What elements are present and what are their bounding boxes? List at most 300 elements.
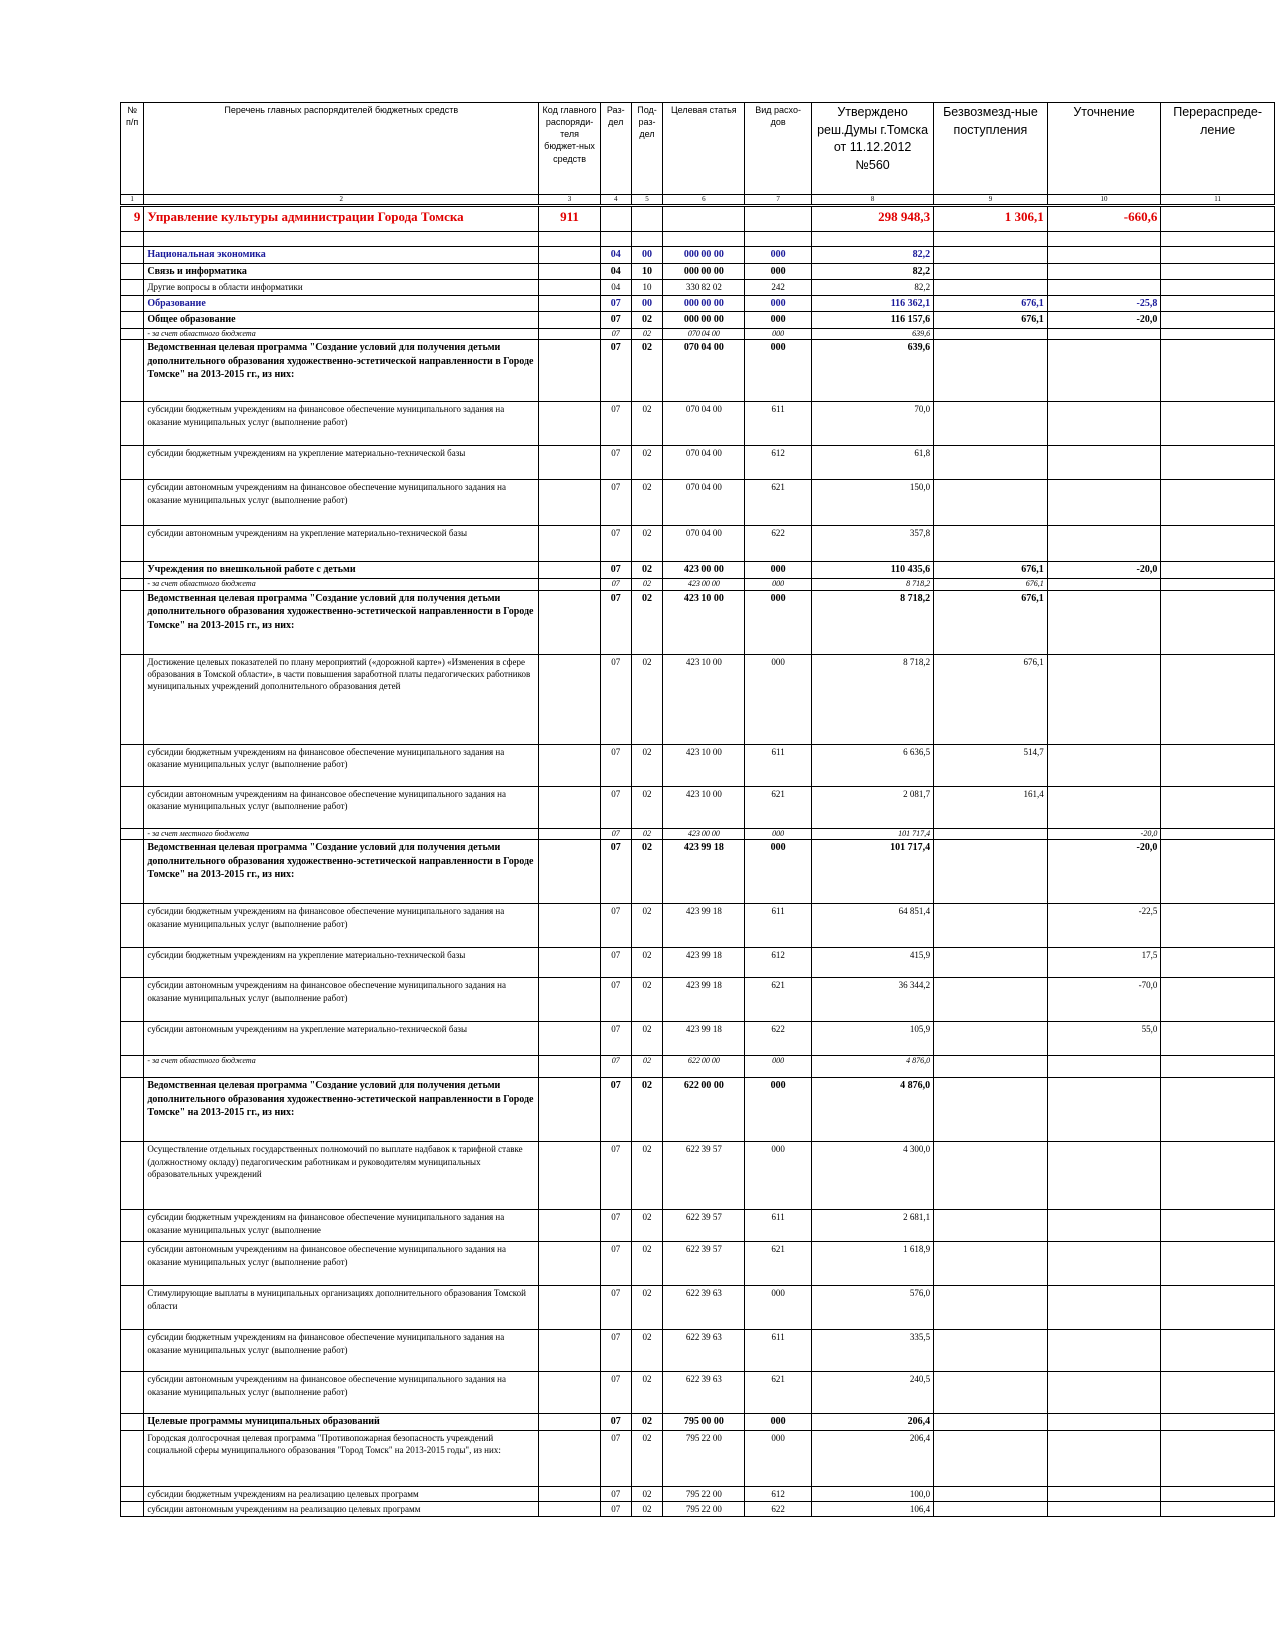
row-razdel: 07 [600, 828, 631, 840]
row-redistribution [1161, 840, 1275, 904]
row-podrazdel: 10 [631, 263, 663, 280]
row-name: Ведомственная целевая программа "Создание условий для получения детьми дополнительного образования художественно-эстетической направленности в Городе Томске" на 2013-2015 гг., из них: [144, 1078, 539, 1142]
table-row [121, 1330, 1275, 1372]
row-expense-type: 621 [745, 786, 812, 828]
row-podrazdel: 02 [631, 654, 663, 744]
budget-table-sheet [120, 102, 1275, 1517]
row-approved: 206,4 [812, 1414, 934, 1431]
row-expense-type: 000 [745, 312, 812, 329]
row-redistribution [1161, 744, 1275, 786]
row-num [121, 948, 144, 978]
row-approved: 335,5 [812, 1330, 934, 1372]
row-name: субсидии бюджетным учреждениям на финансовое обеспечение муниципального задания на оказание муниципальных услуг (выполнение работ) [144, 744, 539, 786]
row-name: - за счет местного бюджета [144, 828, 539, 840]
row-name: Учреждения по внешкольной работе с детьми [144, 562, 539, 579]
row-approved: 101 717,4 [812, 840, 934, 904]
row-expense-type: 612 [745, 446, 812, 480]
row-target: 423 10 00 [663, 786, 745, 828]
row-approved: 357,8 [812, 526, 934, 562]
org-row [121, 206, 1275, 232]
row-redistribution [1161, 1210, 1275, 1242]
row-name: - за счет областного бюджета [144, 578, 539, 590]
row-clarification: -20,0 [1047, 840, 1161, 904]
table-row [121, 312, 1275, 329]
row-target: 622 00 00 [663, 1078, 745, 1142]
row-target: 423 00 00 [663, 562, 745, 579]
table-row [121, 786, 1275, 828]
header-clarification: Уточнение [1047, 103, 1161, 195]
row-free-receipts [934, 480, 1048, 526]
row-expense-type: 612 [745, 948, 812, 978]
row-redistribution [1161, 1286, 1275, 1330]
row-free-receipts [934, 828, 1048, 840]
row-podrazdel: 02 [631, 1430, 663, 1486]
row-free-receipts [934, 1372, 1048, 1414]
row-name: - за счет областного бюджета [144, 1056, 539, 1078]
row-razdel: 07 [600, 590, 631, 654]
row-code [539, 1286, 601, 1330]
table-row [121, 446, 1275, 480]
row-target: 795 00 00 [663, 1414, 745, 1431]
row-podrazdel: 02 [631, 480, 663, 526]
row-razdel: 07 [600, 340, 631, 402]
row-target: 070 04 00 [663, 402, 745, 446]
table-header-row [121, 103, 1275, 195]
row-expense-type: 621 [745, 978, 812, 1022]
row-clarification: -20,0 [1047, 562, 1161, 579]
row-clarification [1047, 1502, 1161, 1517]
col-number: 2 [144, 195, 539, 206]
row-expense-type: 000 [745, 340, 812, 402]
table-row [121, 247, 1275, 264]
row-clarification [1047, 340, 1161, 402]
col-number: 7 [745, 195, 812, 206]
row-expense-type: 611 [745, 1210, 812, 1242]
table-row [121, 1372, 1275, 1414]
row-code [539, 280, 601, 295]
row-free-receipts [934, 446, 1048, 480]
row-clarification [1047, 786, 1161, 828]
row-approved: 8 718,2 [812, 654, 934, 744]
row-expense-type: 622 [745, 1022, 812, 1056]
row-redistribution [1161, 1242, 1275, 1286]
row-code [539, 1242, 601, 1286]
row-code [539, 948, 601, 978]
row-num [121, 446, 144, 480]
row-clarification [1047, 247, 1161, 264]
row-redistribution [1161, 1056, 1275, 1078]
row-redistribution [1161, 402, 1275, 446]
row-approved: 101 717,4 [812, 828, 934, 840]
row-code [539, 1372, 601, 1414]
row-podrazdel: 02 [631, 340, 663, 402]
row-num [121, 828, 144, 840]
header-podrazdel: Под-раз-дел [631, 103, 663, 195]
table-row [121, 1142, 1275, 1210]
header-expense-type: Вид расхо-дов [745, 103, 812, 195]
row-code [539, 402, 601, 446]
header-target: Целевая статья [663, 103, 745, 195]
row-clarification [1047, 1078, 1161, 1142]
row-clarification [1047, 654, 1161, 744]
org-code: 911 [539, 206, 601, 232]
row-approved: 2 681,1 [812, 1210, 934, 1242]
row-free-receipts [934, 1502, 1048, 1517]
row-approved: 106,4 [812, 1502, 934, 1517]
row-num [121, 578, 144, 590]
row-redistribution [1161, 1022, 1275, 1056]
row-razdel: 07 [600, 948, 631, 978]
row-code [539, 263, 601, 280]
row-podrazdel: 02 [631, 948, 663, 978]
col-number: 8 [812, 195, 934, 206]
row-clarification [1047, 1430, 1161, 1486]
row-podrazdel: 02 [631, 1372, 663, 1414]
row-name: Осуществление отдельных государственных полномочий по выплате надбавок к тарифной ставке (должностному окладу) педагогическим работникам и руководителям муниципальных образовательных учреждений [144, 1142, 539, 1210]
row-name: Ведомственная целевая программа "Создание условий для получения детьми дополнительного образования художественно-эстетической направленности в Городе Томске" на 2013-2015 гг., из них: [144, 340, 539, 402]
row-redistribution [1161, 1430, 1275, 1486]
row-expense-type: 000 [745, 562, 812, 579]
row-razdel: 07 [600, 402, 631, 446]
row-podrazdel: 02 [631, 312, 663, 329]
row-razdel: 07 [600, 1330, 631, 1372]
row-approved: 82,2 [812, 247, 934, 264]
row-razdel: 07 [600, 526, 631, 562]
row-redistribution [1161, 526, 1275, 562]
header-redistribution: Перераспреде-ление [1161, 103, 1275, 195]
row-redistribution [1161, 904, 1275, 948]
row-name: субсидии автономным учреждениям на укрепление материально-технической базы [144, 526, 539, 562]
row-free-receipts [934, 1022, 1048, 1056]
row-redistribution [1161, 1142, 1275, 1210]
row-podrazdel: 02 [631, 1056, 663, 1078]
row-free-receipts: 676,1 [934, 295, 1048, 312]
budget-table [120, 102, 1275, 1517]
row-razdel: 07 [600, 328, 631, 340]
row-approved: 110 435,6 [812, 562, 934, 579]
row-podrazdel: 02 [631, 904, 663, 948]
row-code [539, 340, 601, 402]
row-free-receipts [934, 247, 1048, 264]
row-target: 000 00 00 [663, 247, 745, 264]
table-row [121, 578, 1275, 590]
table-row [121, 328, 1275, 340]
row-clarification [1047, 402, 1161, 446]
row-code [539, 1056, 601, 1078]
row-clarification [1047, 263, 1161, 280]
row-clarification [1047, 328, 1161, 340]
row-podrazdel: 02 [631, 562, 663, 579]
row-clarification [1047, 480, 1161, 526]
header-approved: Утверждено реш.Думы г.Томска от 11.12.2012 №560 [812, 103, 934, 195]
row-expense-type: 611 [745, 904, 812, 948]
row-name: Общее образование [144, 312, 539, 329]
row-razdel: 07 [600, 578, 631, 590]
row-code [539, 312, 601, 329]
row-num [121, 590, 144, 654]
header-num: № п/п [121, 103, 144, 195]
org-clarification: -660,6 [1047, 206, 1161, 232]
col-number: 9 [934, 195, 1048, 206]
row-razdel: 07 [600, 312, 631, 329]
row-target: 423 10 00 [663, 654, 745, 744]
row-podrazdel: 02 [631, 446, 663, 480]
row-clarification [1047, 578, 1161, 590]
budget-rows [121, 247, 1275, 1517]
row-code [539, 480, 601, 526]
row-podrazdel: 00 [631, 247, 663, 264]
row-expense-type: 000 [745, 828, 812, 840]
row-clarification [1047, 1210, 1161, 1242]
row-redistribution [1161, 446, 1275, 480]
row-expense-type: 621 [745, 480, 812, 526]
row-expense-type: 000 [745, 654, 812, 744]
table-row [121, 402, 1275, 446]
row-clarification [1047, 1142, 1161, 1210]
row-approved: 206,4 [812, 1430, 934, 1486]
row-num [121, 654, 144, 744]
row-expense-type: 000 [745, 590, 812, 654]
row-code [539, 526, 601, 562]
row-razdel: 04 [600, 263, 631, 280]
row-expense-type: 621 [745, 1242, 812, 1286]
row-expense-type: 000 [745, 1142, 812, 1210]
row-num [121, 978, 144, 1022]
row-razdel: 07 [600, 786, 631, 828]
row-free-receipts: 676,1 [934, 590, 1048, 654]
row-podrazdel: 02 [631, 828, 663, 840]
row-razdel: 07 [600, 480, 631, 526]
row-podrazdel: 00 [631, 295, 663, 312]
row-razdel: 07 [600, 904, 631, 948]
spacer-row [121, 232, 1275, 247]
row-redistribution [1161, 328, 1275, 340]
row-approved: 61,8 [812, 446, 934, 480]
row-approved: 116 362,1 [812, 295, 934, 312]
row-num [121, 526, 144, 562]
row-podrazdel: 02 [631, 402, 663, 446]
table-row [121, 1242, 1275, 1286]
row-num [121, 280, 144, 295]
row-podrazdel: 02 [631, 1330, 663, 1372]
row-free-receipts [934, 1056, 1048, 1078]
row-code [539, 654, 601, 744]
row-num [121, 744, 144, 786]
row-free-receipts [934, 1486, 1048, 1501]
row-name: субсидии автономным учреждениям на укрепление материально-технической базы [144, 1022, 539, 1056]
row-target: 000 00 00 [663, 295, 745, 312]
row-approved: 116 157,6 [812, 312, 934, 329]
row-name: субсидии бюджетным учреждениям на реализацию целевых программ [144, 1486, 539, 1501]
row-target: 423 10 00 [663, 590, 745, 654]
row-target: 622 00 00 [663, 1056, 745, 1078]
row-num [121, 840, 144, 904]
row-podrazdel: 02 [631, 1078, 663, 1142]
row-name: Образование [144, 295, 539, 312]
column-number-row [121, 195, 1275, 206]
row-num [121, 1430, 144, 1486]
row-name: Достижение целевых показателей по плану мероприятий («дорожной карте») «Изменения в сфере образования в Томской области», в части повышения заработной платы педагогических работников муниципальных учреждений дополнительного образования детей [144, 654, 539, 744]
row-razdel: 07 [600, 1056, 631, 1078]
row-name: субсидии бюджетным учреждениям на финансовое обеспечение муниципального задания на оказание муниципальных услуг (выполнение [144, 1210, 539, 1242]
table-row [121, 526, 1275, 562]
table-row [121, 948, 1275, 978]
row-num [121, 904, 144, 948]
row-code [539, 328, 601, 340]
row-name: субсидии бюджетным учреждениям на финансовое обеспечение муниципального задания на оказание муниципальных услуг (выполнение работ) [144, 402, 539, 446]
row-target: 423 99 18 [663, 840, 745, 904]
row-code [539, 578, 601, 590]
row-approved: 415,9 [812, 948, 934, 978]
row-num [121, 1372, 144, 1414]
row-num [121, 786, 144, 828]
row-code [539, 904, 601, 948]
row-podrazdel: 02 [631, 1022, 663, 1056]
row-redistribution [1161, 1330, 1275, 1372]
row-redistribution [1161, 480, 1275, 526]
row-num [121, 562, 144, 579]
row-razdel: 07 [600, 1414, 631, 1431]
row-expense-type: 612 [745, 1486, 812, 1501]
row-clarification [1047, 1486, 1161, 1501]
row-expense-type: 000 [745, 1414, 812, 1431]
table-row [121, 828, 1275, 840]
row-target: 423 00 00 [663, 828, 745, 840]
org-free-receipts: 1 306,1 [934, 206, 1048, 232]
row-redistribution [1161, 280, 1275, 295]
row-approved: 8 718,2 [812, 590, 934, 654]
row-target: 070 04 00 [663, 480, 745, 526]
row-target: 423 99 18 [663, 1022, 745, 1056]
row-code [539, 446, 601, 480]
row-code [539, 562, 601, 579]
table-row [121, 840, 1275, 904]
row-clarification [1047, 280, 1161, 295]
row-num [121, 480, 144, 526]
row-approved: 576,0 [812, 1286, 934, 1330]
row-num [121, 1414, 144, 1431]
row-code [539, 1142, 601, 1210]
row-free-receipts: 161,4 [934, 786, 1048, 828]
row-target: 423 99 18 [663, 978, 745, 1022]
row-clarification: -20,0 [1047, 828, 1161, 840]
row-name: субсидии автономным учреждениям на финансовое обеспечение муниципального задания на оказание муниципальных услуг (выполнение работ) [144, 1242, 539, 1286]
table-row [121, 1430, 1275, 1486]
row-podrazdel: 02 [631, 1242, 663, 1286]
row-free-receipts [934, 328, 1048, 340]
org-name: Управление культуры администрации Города Томска [144, 206, 539, 232]
row-free-receipts [934, 526, 1048, 562]
row-redistribution [1161, 590, 1275, 654]
row-approved: 639,6 [812, 328, 934, 340]
row-free-receipts [934, 402, 1048, 446]
row-target: 070 04 00 [663, 526, 745, 562]
header-code: Код главного распоряди-теля бюджет-ных средств [539, 103, 601, 195]
row-expense-type: 242 [745, 280, 812, 295]
row-redistribution [1161, 948, 1275, 978]
row-razdel: 07 [600, 1022, 631, 1056]
row-num [121, 328, 144, 340]
row-name: Ведомственная целевая программа "Создание условий для получения детьми дополнительного образования художественно-эстетической направленности в Городе Томске" на 2013-2015 гг., из них: [144, 590, 539, 654]
header-free-receipts: Безвозмезд-ные поступления [934, 103, 1048, 195]
row-code [539, 744, 601, 786]
col-number: 4 [600, 195, 631, 206]
row-podrazdel: 02 [631, 840, 663, 904]
row-code [539, 1330, 601, 1372]
table-row [121, 1502, 1275, 1517]
row-clarification: 55,0 [1047, 1022, 1161, 1056]
row-approved: 82,2 [812, 280, 934, 295]
row-clarification: -70,0 [1047, 978, 1161, 1022]
table-row [121, 562, 1275, 579]
row-redistribution [1161, 828, 1275, 840]
row-name: субсидии автономным учреждениям на реализацию целевых программ [144, 1502, 539, 1517]
row-razdel: 07 [600, 840, 631, 904]
col-number: 6 [663, 195, 745, 206]
row-target: 622 39 57 [663, 1210, 745, 1242]
row-num [121, 263, 144, 280]
row-approved: 4 876,0 [812, 1078, 934, 1142]
row-approved: 64 851,4 [812, 904, 934, 948]
row-podrazdel: 02 [631, 1414, 663, 1431]
col-number: 11 [1161, 195, 1275, 206]
row-redistribution [1161, 295, 1275, 312]
row-razdel: 07 [600, 1372, 631, 1414]
table-row [121, 654, 1275, 744]
row-approved: 100,0 [812, 1486, 934, 1501]
row-code [539, 1022, 601, 1056]
row-num [121, 1056, 144, 1078]
row-redistribution [1161, 247, 1275, 264]
row-target: 622 39 63 [663, 1286, 745, 1330]
row-target: 622 39 57 [663, 1242, 745, 1286]
row-razdel: 07 [600, 1430, 631, 1486]
row-name: субсидии бюджетным учреждениям на финансовое обеспечение муниципального задания на оказание муниципальных услуг (выполнение работ) [144, 1330, 539, 1372]
table-row [121, 904, 1275, 948]
row-razdel: 07 [600, 1242, 631, 1286]
row-approved: 70,0 [812, 402, 934, 446]
row-podrazdel: 10 [631, 280, 663, 295]
row-num [121, 312, 144, 329]
row-redistribution [1161, 1486, 1275, 1501]
row-razdel: 07 [600, 1142, 631, 1210]
row-razdel: 07 [600, 744, 631, 786]
row-clarification [1047, 446, 1161, 480]
row-razdel: 07 [600, 978, 631, 1022]
row-podrazdel: 02 [631, 1286, 663, 1330]
row-free-receipts [934, 1414, 1048, 1431]
row-name: Связь и информатика [144, 263, 539, 280]
row-razdel: 07 [600, 1286, 631, 1330]
row-redistribution [1161, 578, 1275, 590]
row-clarification [1047, 1242, 1161, 1286]
table-row [121, 978, 1275, 1022]
row-name: Стимулирующие выплаты в муниципальных организациях дополнительного образования Томской области [144, 1286, 539, 1330]
row-clarification: -22,5 [1047, 904, 1161, 948]
row-approved: 240,5 [812, 1372, 934, 1414]
row-expense-type: 611 [745, 402, 812, 446]
row-code [539, 247, 601, 264]
row-expense-type: 000 [745, 1430, 812, 1486]
row-code [539, 978, 601, 1022]
row-num [121, 1078, 144, 1142]
table-row [121, 1022, 1275, 1056]
col-number: 10 [1047, 195, 1161, 206]
row-clarification: 17,5 [1047, 948, 1161, 978]
row-free-receipts [934, 263, 1048, 280]
row-num [121, 1330, 144, 1372]
row-expense-type: 621 [745, 1372, 812, 1414]
